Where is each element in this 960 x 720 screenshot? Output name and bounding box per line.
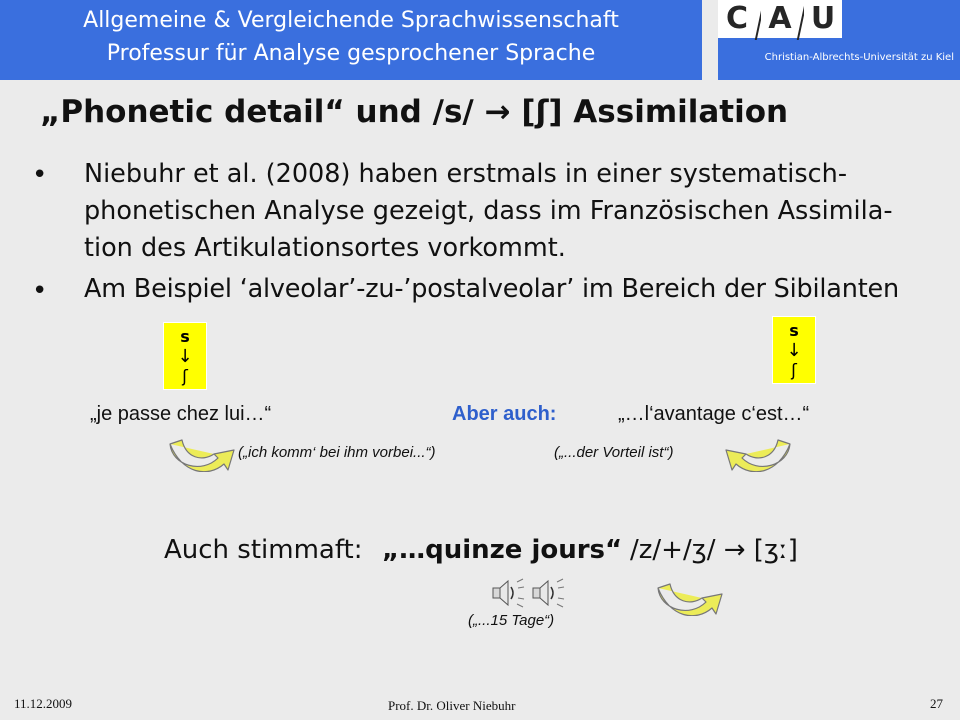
footer-page-number: 27 — [930, 696, 943, 711]
professorship-name: Professur für Analyse gesprochener Sprache — [106, 41, 596, 66]
header — [0, 0, 960, 80]
voiced-label: Auch stimmaft: — [164, 535, 363, 565]
logo-letter-a: A — [761, 0, 799, 38]
curved-arrow-icon — [162, 430, 238, 472]
down-arrow-icon: ↓ — [177, 346, 193, 367]
footer-author: Prof. Dr. Oliver Niebuhr — [388, 698, 516, 713]
example-phrase-2: „…l‘avantage c‘est…“ — [618, 403, 810, 425]
aber-auch-label: Aber auch: — [452, 403, 557, 425]
down-arrow-icon: ↓ — [786, 340, 802, 361]
cau-logo — [718, 0, 842, 38]
bullet-marker: • — [32, 276, 48, 306]
voiced-transcription: /z/+/ʒ/ → [ʒː] — [630, 535, 798, 565]
curved-arrow-icon — [722, 430, 798, 472]
assimilation-box — [163, 322, 207, 390]
logo-letter-c: C — [718, 0, 756, 38]
gloss-1: („ich komm‘ bei ihm vorbei...“) — [238, 444, 436, 461]
assimilation-box — [772, 316, 816, 384]
speaker-icon[interactable] — [530, 576, 566, 610]
bullet-text — [84, 271, 899, 308]
bullet-line: Niebuhr et al. (2008) haben erstmals in einer systematisch- — [84, 159, 848, 189]
bullet-text — [84, 156, 893, 267]
target-sound: ʃ — [182, 367, 188, 387]
bullet-line: phonetischen Analyse gezeigt, dass im Französischen Assimila- — [84, 196, 893, 226]
speaker-icon[interactable] — [490, 576, 526, 610]
bullet-marker: • — [32, 160, 48, 190]
slide-title: „Phonetic detail“ und /s/ → [ʃ] Assimilation — [40, 94, 789, 130]
logo-letter-u: U — [804, 0, 842, 38]
source-sound: s — [180, 327, 190, 346]
footer-date: 11.12.2009 — [14, 696, 73, 711]
voiced-example-phrase: „…quinze jours“ — [382, 535, 623, 565]
bullet-line: tion des Artikulationsortes vorkommt. — [84, 233, 566, 263]
source-sound: s — [789, 321, 799, 340]
header-band — [0, 0, 702, 80]
institute-name: Allgemeine & Vergleichende Sprachwissenschaft — [83, 8, 619, 33]
example-phrase-1: „je passe chez lui…“ — [90, 403, 272, 425]
target-sound: ʃ — [791, 361, 797, 381]
university-name: Christian-Albrechts-Universität zu Kiel — [764, 52, 954, 63]
curved-arrow-icon — [650, 574, 726, 616]
bullet-line: Am Beispiel ‘alveolar’-zu-’postalveolar’ im Bereich der Sibilanten — [84, 274, 899, 304]
gloss-2: („...der Vorteil ist“) — [554, 444, 674, 461]
gloss-3: („...15 Tage“) — [468, 612, 555, 629]
